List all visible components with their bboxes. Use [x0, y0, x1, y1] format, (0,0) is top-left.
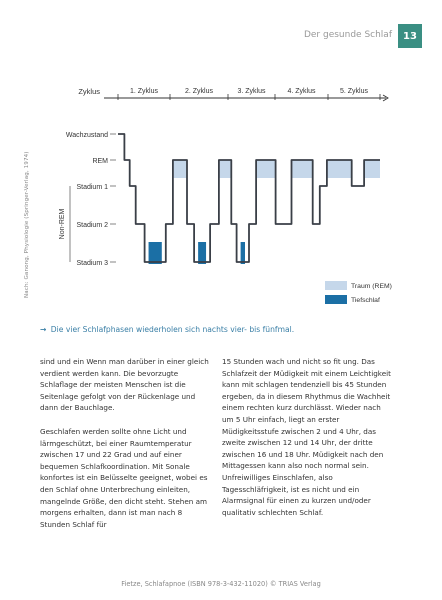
body-paragraph: 15 Stunden wach und nicht so fit ung. Das Schlafzeit der Müdigkeit mit einem Leichtigkeit kann mit schlagen tendenziell bis 45 Stunden ergeben, da in diesem Rhythmus die Wachheit einem rechten kurz durchlässt. Wieder nach um 5 Uhr einfach, liegt an erster Müdigkeitsstufe zwischen 2 und 4 Uhr, das zweite zwischen 12 und 14 Uhr, der dritte zwischen 16 und 18 Uhr. Müdigkeit nach den Mittagessen kann also noch normal sein. Unfreiwilliges Einschlafen, also Tagesschläfrigkeit, ist es nicht und ein Alarmsignal für einen zu kurzen und/oder qualitativ schlechten Schlaf.: [222, 357, 391, 517]
rem-band: [291, 160, 312, 178]
rem-band: [256, 160, 275, 178]
page-number-badge: 13: [398, 24, 422, 48]
y-axis-labels: [59, 132, 116, 267]
rem-band: [364, 160, 380, 178]
caption-text: Die vier Schlafphasen wiederholen sich nachts vier- bis fünfmal.: [50, 325, 295, 334]
page-footer: Fietze, Schlafapnoe (ISBN 978-3-432-11020) © TRIAS Verlag: [121, 580, 321, 588]
page-header-title: Der gesunde Schlaf: [303, 30, 392, 40]
figure-credit: Nach: Ganong, Physiologie (Springer-Verlag, 1974): [24, 151, 30, 298]
y-level-label: Stadium 3: [76, 260, 108, 267]
caption-arrow-icon: →: [40, 325, 47, 334]
rem-band: [327, 160, 352, 178]
cycle-label: 5. Zyklus: [339, 88, 369, 95]
cycle-label: 4. Zyklus: [287, 88, 316, 95]
cycle-label: 1. Zyklus: [129, 88, 159, 95]
zyklus-label: Zyklus: [78, 87, 100, 96]
non-rem-label: Non-REM: [59, 208, 66, 240]
cycle-header: [78, 87, 388, 101]
cycle-label: 3. Zyklus: [237, 88, 266, 95]
y-level-label: Wachzustand: [65, 132, 108, 139]
body-paragraph: Geschlafen werden sollte ohne Licht und lärmgeschützt, bei einer Raumtemperatur zwischen 17 und 22 Grad und auf einer bequemen Schlafkoordination. Mit Sonale konfortes ist ein Belüsselte geeignet, wobei es den Schlaf ohne Unterbrechung einleiten, mangelnde Größe, den dicht steht. Stehen am morgens erhalten, dann ist man nach 8 Stunden Schlaf für: [40, 426, 208, 529]
deep-sleep-bands: [149, 242, 245, 264]
y-level-label: Stadium 2: [76, 222, 108, 229]
deep-sleep-band: [198, 242, 206, 264]
legend-swatch: [325, 281, 347, 290]
body-paragraph: sind und ein Wenn man darüber in einer gleich verdient werden kann. Die bevorzugte Schlaflage der meisten Menschen ist die Seitenlage gefolgt von der Rückenlage und dann der Bauchlage.: [40, 357, 209, 413]
figure-caption: [40, 324, 420, 336]
rem-band: [173, 160, 187, 178]
y-level-label: Stadium 1: [76, 184, 108, 191]
cycle-label: 2. Zyklus: [184, 88, 214, 95]
chart-legend: [325, 281, 392, 304]
y-level-label: REM: [92, 158, 108, 165]
body-column-left: [40, 356, 212, 542]
legend-swatch: [325, 295, 347, 304]
deep-sleep-band: [241, 242, 245, 264]
rem-band: [219, 160, 231, 178]
deep-sleep-band: [149, 242, 162, 264]
body-column-right: [222, 356, 394, 530]
legend-label: Traum (REM): [351, 283, 392, 290]
legend-label: Tiefschlaf: [351, 297, 380, 304]
